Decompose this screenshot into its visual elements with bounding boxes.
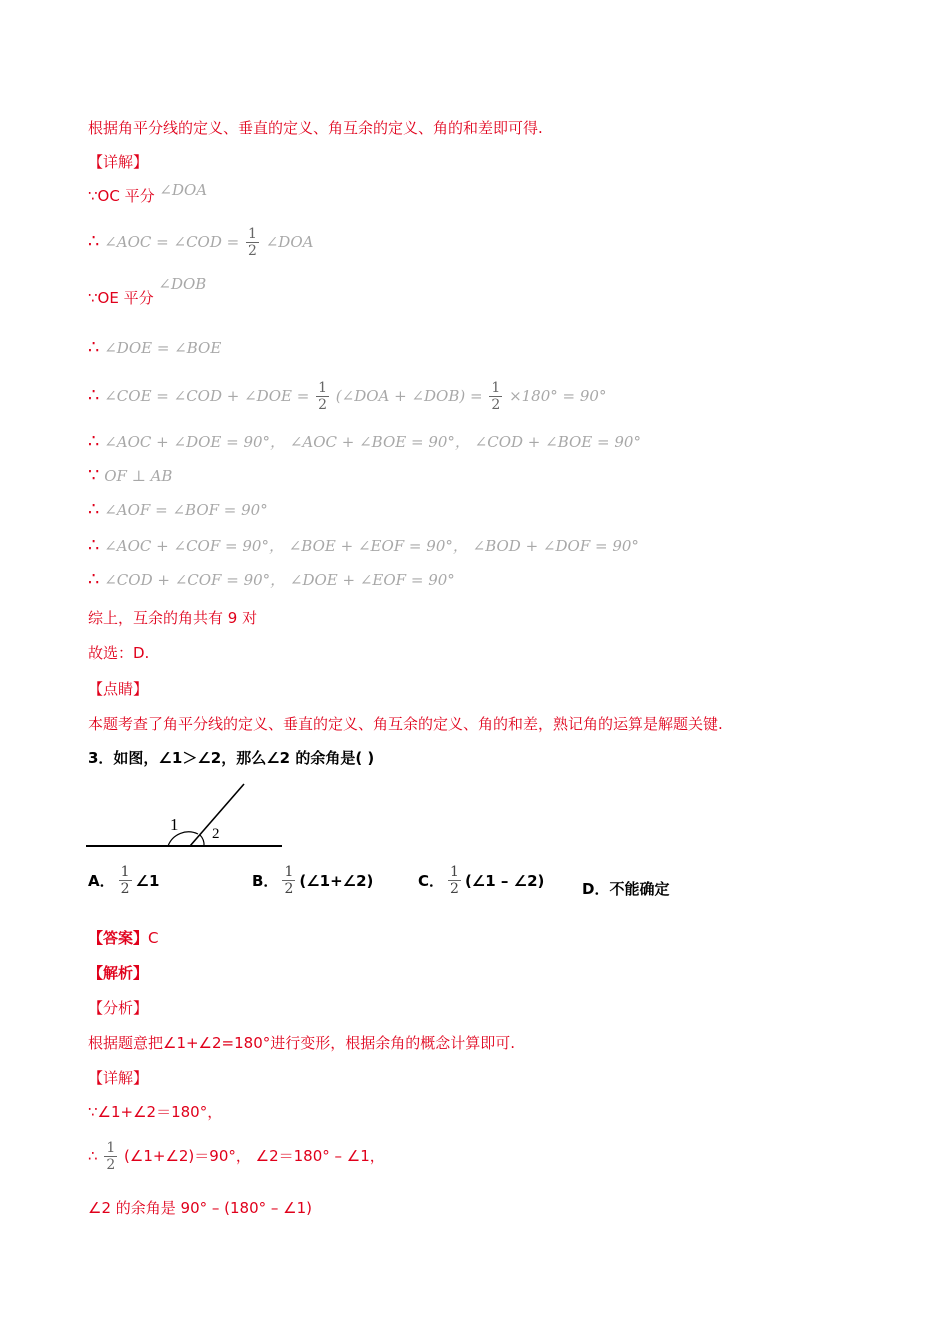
answer-line: [88, 928, 159, 948]
because-oe-text: ∵OE 平分: [88, 289, 154, 307]
option-b[interactable]: B． $\frac{1}{2}$ (∠1+∠2): [252, 864, 374, 897]
detail2-label: 【详解】: [88, 1069, 149, 1087]
answer-label: 【答案】: [88, 929, 149, 947]
doe-boe-line: ∴ ∠DOE = ∠BOE: [88, 337, 222, 358]
choice-text: 故选：D.: [88, 644, 150, 662]
detail-label: 【详解】: [88, 153, 149, 171]
question-3: 3．如图，∠1＞∠2，那么∠2 的余角是( ): [88, 749, 375, 767]
answer-value: C: [148, 929, 159, 947]
fraction-half: $\frac{1}{2}$: [106, 1140, 116, 1173]
explain-label: 【解析】: [88, 964, 149, 982]
fraction-half: $\frac{1}{2}$: [450, 864, 459, 897]
fraction-half: $\frac{1}{2}$: [120, 864, 130, 897]
sums1-line: ∴ ∠AOC + ∠DOE = 90°， ∠AOC + ∠BOE = 90°， ∠COD + ∠BOE = 90°: [88, 431, 641, 452]
comment-label: 【点睛】: [88, 680, 149, 698]
because-oc-line: [88, 181, 208, 206]
perp-line: ∵ OF ⊥ AB: [88, 465, 173, 486]
step-3: ∠2 的余角是 90° – (180° – ∠1): [88, 1199, 313, 1217]
therefore-symbol: ∴: [88, 231, 100, 252]
analysis2-text: 根据题意把∠1+∠2=180°进行变形，根据余角的概念计算即可.: [88, 1034, 516, 1052]
because-oe-math: ∠DOB: [158, 275, 207, 293]
fraction-half: $\frac{1}{2}$: [284, 864, 294, 897]
option-c[interactable]: C． $\frac{1}{2}$ (∠1 – ∠2): [418, 864, 545, 897]
because-oe-line: [88, 275, 207, 308]
coe-line: ∴ ∠COE = ∠COD + ∠DOE = $\frac{1}{2}$ (∠DOA + ∠DOB) = $\frac{1}{2}$ ×180° = 90°: [88, 380, 607, 413]
fraction-half: $\frac{1}{2}$: [491, 380, 501, 413]
aoc-line: [88, 226, 313, 259]
summary-text: 综上，互余的角共有 9 对: [88, 609, 258, 627]
because-oc-text: ∵OC 平分: [88, 187, 155, 205]
step-2: ∴ $\frac{1}{2}$ (∠1+∠2)＝90°， ∠2＝180° – ∠1，: [88, 1140, 385, 1173]
step-1: ∵∠1+∠2＝180°，: [88, 1103, 223, 1121]
option-a[interactable]: A． $\frac{1}{2}$ ∠1: [88, 864, 160, 897]
figure-label-2: 2: [212, 826, 220, 842]
analysis-label: 【分析】: [88, 999, 149, 1017]
fraction-half: $\frac{1}{2}$: [248, 226, 257, 259]
sums2-line: ∴ ∠AOC + ∠COF = 90°， ∠BOE + ∠EOF = 90°， ∠BOD + ∠DOF = 90°: [88, 535, 639, 556]
analysis-text: 根据角平分线的定义、垂直的定义、角互余的定义、角的和差即可得.: [88, 119, 543, 137]
comment-text: 本题考查了角平分线的定义、垂直的定义、角互余的定义、角的和差，熟记角的运算是解题关键.: [88, 715, 723, 733]
option-d[interactable]: D．不能确定: [582, 880, 670, 898]
angle-figure: [86, 782, 286, 852]
aoc-math-tail: ∠DOA: [265, 233, 314, 251]
because-oc-math: ∠DOA: [159, 181, 208, 199]
sums3-line: ∴ ∠COD + ∠COF = 90°， ∠DOE + ∠EOF = 90°: [88, 569, 455, 590]
figure-label-1: 1: [170, 815, 179, 834]
aof-line: ∴ ∠AOF = ∠BOF = 90°: [88, 499, 268, 520]
angle-2-arc: [200, 835, 204, 846]
fraction-half: $\frac{1}{2}$: [318, 380, 327, 413]
aoc-math: ∠AOC = ∠COD =: [104, 233, 240, 251]
